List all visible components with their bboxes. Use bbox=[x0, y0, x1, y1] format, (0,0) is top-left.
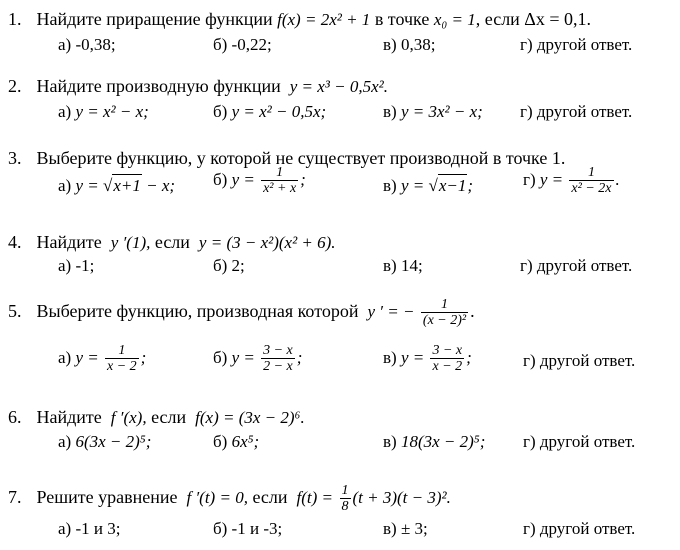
question-2-text bbox=[8, 75, 388, 98]
answer-rest: ; bbox=[300, 169, 306, 189]
answer-formula: 18(3x − 2)⁵; bbox=[400, 432, 486, 451]
question-prompt: Найдите bbox=[36, 232, 102, 252]
answer-lhs: y = bbox=[400, 347, 425, 367]
fraction bbox=[340, 484, 351, 514]
denominator: x² − 2x bbox=[571, 181, 612, 196]
answer-b bbox=[213, 101, 326, 123]
numerator: 1 bbox=[587, 165, 595, 180]
answer-lhs: y = bbox=[75, 347, 99, 367]
answer-c bbox=[383, 174, 473, 197]
question-number: 6. bbox=[8, 407, 22, 427]
question-5-text bbox=[8, 298, 475, 328]
answer-formula: y = x² − x; bbox=[75, 102, 149, 121]
answer-label: а) bbox=[58, 102, 72, 121]
answer-d: г) другой ответ. bbox=[523, 432, 636, 451]
question-number: 2. bbox=[8, 76, 22, 96]
question-prompt: Найдите приращение функции bbox=[36, 9, 273, 29]
period: . bbox=[470, 301, 475, 322]
answer-d: г) другой ответ. bbox=[520, 35, 633, 54]
question-number: 4. bbox=[8, 232, 22, 252]
answer-label: а) bbox=[58, 432, 72, 451]
answer-rest: . bbox=[615, 169, 620, 189]
question-number: 5. bbox=[8, 301, 22, 322]
answer-label: б) bbox=[213, 347, 228, 367]
answer-rest: ; bbox=[466, 347, 472, 367]
answer-b: б) -1 и -3; bbox=[213, 519, 283, 538]
sqrt-sign: √ bbox=[428, 176, 438, 195]
function-lhs: f(t) = bbox=[296, 488, 333, 508]
function-rest: (t + 3)(t − 3)². bbox=[352, 488, 451, 508]
answer-a bbox=[58, 431, 151, 453]
numerator: 3 − x bbox=[263, 343, 293, 358]
answer-d: г) другой ответ. bbox=[520, 102, 633, 121]
answer-a: а) -0,38; bbox=[58, 35, 116, 54]
answer-b: б) -0,22; bbox=[213, 35, 272, 54]
equation: f ′(t) = 0, bbox=[186, 488, 248, 508]
derivative-expression: y ′(1), bbox=[110, 233, 151, 252]
radicand: x−1 bbox=[438, 176, 467, 195]
denominator: 2 − x bbox=[263, 359, 293, 374]
denominator: (x − 2)² bbox=[422, 313, 467, 328]
question-1-text bbox=[8, 8, 591, 31]
answer-b bbox=[213, 344, 302, 374]
fraction bbox=[261, 344, 295, 374]
answer-c bbox=[383, 101, 483, 123]
answer-rest: ; bbox=[140, 347, 147, 367]
answer-label: в) bbox=[383, 102, 397, 121]
question-7-text bbox=[8, 484, 451, 514]
numerator: 1 bbox=[276, 165, 284, 180]
numerator: 1 bbox=[441, 297, 449, 312]
question-prompt: Решите уравнение bbox=[36, 487, 178, 508]
answer-c bbox=[383, 431, 485, 453]
answer-d: г) другой ответ. bbox=[523, 351, 636, 370]
answer-label: в) bbox=[383, 176, 397, 195]
function-formula: f(x) = 2x² + 1 bbox=[277, 10, 371, 29]
function-formula: f(x) = (3x − 2)⁶. bbox=[195, 408, 305, 427]
answer-d: г) другой ответ. bbox=[523, 519, 636, 538]
answer-label: в) bbox=[383, 347, 397, 367]
numerator: 3 − x bbox=[432, 343, 463, 358]
question-number: 1. bbox=[8, 9, 22, 29]
question-number: 7. bbox=[8, 487, 22, 508]
denominator: 8 bbox=[341, 499, 349, 514]
point-value: x₀ = 1 bbox=[433, 10, 476, 29]
function-formula: y = x³ − 0,5x². bbox=[289, 77, 389, 96]
if-word: если bbox=[151, 407, 187, 427]
answer-c bbox=[383, 344, 472, 374]
answer-d: г) другой ответ. bbox=[520, 256, 633, 275]
question-prompt: Найдите bbox=[36, 407, 102, 427]
answer-c: в) ± 3; bbox=[383, 519, 428, 538]
fraction bbox=[569, 166, 613, 196]
answer-label: г) bbox=[523, 169, 536, 189]
denominator: x² + x bbox=[263, 181, 297, 196]
answer-label: а) bbox=[58, 176, 72, 195]
fraction bbox=[421, 298, 468, 328]
if-word: если bbox=[252, 487, 288, 508]
answer-rest: ; bbox=[467, 176, 474, 195]
answer-lhs: y = bbox=[400, 176, 425, 195]
answer-b bbox=[213, 431, 259, 453]
question-6-text bbox=[8, 406, 305, 429]
point-label: в точке bbox=[374, 9, 430, 29]
answer-b: б) 2; bbox=[213, 256, 245, 275]
function-formula: y = (3 − x²)(x² + 6). bbox=[198, 233, 336, 252]
answer-formula: 6(3x − 2)⁵; bbox=[75, 432, 152, 451]
denominator: x − 2 bbox=[432, 359, 463, 374]
question-number: 3. bbox=[8, 148, 22, 168]
answer-lhs: y = bbox=[75, 176, 99, 195]
radicand: x+1 bbox=[113, 176, 141, 195]
answer-formula: 6x⁵; bbox=[231, 432, 260, 451]
answer-a: а) -1 и 3; bbox=[58, 519, 121, 538]
answer-a bbox=[58, 174, 175, 197]
answer-rest: − x; bbox=[146, 176, 176, 195]
answer-c: в) 14; bbox=[383, 256, 423, 275]
question-prompt: Выберите функцию, у которой не существует производной в точке 1. bbox=[36, 148, 566, 168]
answer-label: б) bbox=[213, 102, 228, 121]
answer-label: в) bbox=[383, 432, 397, 451]
derivative-lhs: y ′ = − bbox=[367, 302, 415, 322]
numerator: 1 bbox=[341, 483, 349, 498]
answer-label: а) bbox=[58, 347, 72, 367]
if-word: если bbox=[154, 232, 190, 252]
question-4-text bbox=[8, 231, 336, 254]
question-prompt: Найдите производную функции bbox=[36, 76, 281, 96]
answer-label: б) bbox=[213, 169, 228, 189]
answer-a bbox=[58, 344, 146, 374]
answer-a: а) -1; bbox=[58, 256, 95, 275]
answer-formula: y = x² − 0,5x; bbox=[231, 102, 327, 121]
sqrt-sign: √ bbox=[103, 176, 113, 195]
answer-lhs: y = bbox=[539, 169, 564, 189]
answer-formula: y = 3x² − x; bbox=[400, 102, 483, 121]
derivative-expression: f ′(x), bbox=[110, 408, 147, 427]
answer-b bbox=[213, 166, 306, 196]
answer-d bbox=[523, 166, 620, 196]
fraction bbox=[261, 166, 298, 196]
answer-c: в) 0,38; bbox=[383, 35, 436, 54]
answer-lhs: y = bbox=[231, 169, 255, 189]
condition: , если Δx = 0,1. bbox=[475, 9, 592, 29]
question-prompt: Выберите функцию, производная которой bbox=[36, 301, 359, 322]
answer-a bbox=[58, 101, 149, 123]
answer-label: б) bbox=[213, 432, 228, 451]
numerator: 1 bbox=[118, 343, 126, 358]
answer-rest: ; bbox=[296, 347, 303, 367]
answer-lhs: y = bbox=[231, 347, 255, 367]
fraction bbox=[105, 344, 139, 374]
denominator: x − 2 bbox=[107, 359, 137, 374]
fraction bbox=[430, 344, 464, 374]
